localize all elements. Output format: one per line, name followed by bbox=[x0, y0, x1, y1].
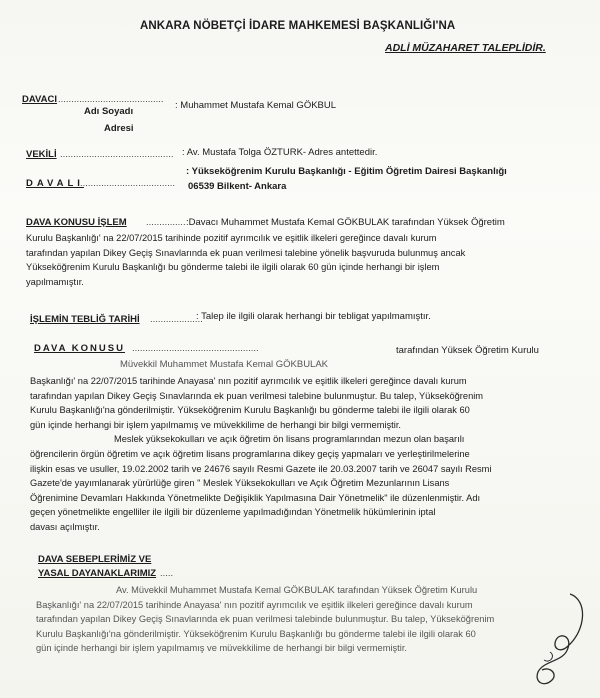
subject-line-2: tarafından yapılan Dikey Geçiş Sınavlarında ek puan verilmesi talebine yönelik başvuruda bulunmuş ancak bbox=[26, 247, 466, 258]
plaintiff-address-label: Adresi bbox=[104, 123, 134, 134]
grounds-dots: ..... bbox=[160, 568, 174, 579]
case-subject-line-0: tarafından Yüksek Öğretim Kurulu bbox=[396, 345, 539, 356]
legal-aid-request: ADLİ MÜZAHARET TALEPLİDİR. bbox=[385, 42, 546, 54]
case-line-4: Meslek yüksekokulları ve açık öğretim ön lisans programlarından mezun olan başarılı bbox=[114, 434, 465, 445]
subject-label: DAVA KONUSU İŞLEM bbox=[26, 217, 127, 228]
plaintiff-name-label: Adı Soyadı bbox=[84, 106, 134, 117]
case-line-6: ilişkin esas ve usuller, 19.02.2002 tarih ve 24676 sayılı Resmi Gazete ile 20.03.2007 tarih ve 26047 sayılı Resmi bbox=[30, 463, 492, 474]
defendant-value-1: : Yükseköğrenim Kurulu Başkanlığı - Eğitim Öğretim Dairesi Başkanlığı bbox=[186, 166, 507, 177]
attorney-value: : Av. Mustafa Tolga ÖZTURK- Adres antettedir. bbox=[182, 147, 378, 158]
case-subject-dots: ................................................ bbox=[132, 343, 259, 354]
notification-value: : Talep ile ilgili olarak herhangi bir tebligat yapılmamıştır. bbox=[196, 311, 431, 322]
case-line-0: Başkanlığı' na 22/07/2015 tarihinde Anayasa' nın pozitif ayrımcılık ve eşitlik ilkeleri gereğince davalı kurum bbox=[30, 376, 467, 386]
grounds-line-2: tarafından yapılan Dikey Geçiş Sınavlarında ek puan verilmesi talebinde bulunmuştur. Bu talep, Yükseköğrenim bbox=[36, 614, 495, 625]
subject-dots: ............... bbox=[146, 217, 186, 228]
grounds-line-1: Başkanlığı' na 22/07/2015 tarihinde Anayasa' nın pozitif ayrımcılık ve eşitlik ilkeleri gereğince davalı kurum bbox=[36, 599, 473, 610]
handwritten-signature bbox=[530, 590, 592, 690]
case-line-5: öğrencilerin örgün öğretim ve açık öğretim lisans programlarına dikey geçiş yapmaları ve yerleştirilmelerine bbox=[30, 448, 470, 459]
grounds-line-4: gün içinde herhangi bir işlem yapılmamış ve müvekkilime de herhangi bir bilgi vermemiştir. bbox=[36, 643, 407, 654]
subject-line-1: Kurulu Başkanlığı' na 22/07/2015 tarihinde pozitif ayrımcılık ve eşitlik ilkeleri gereğince davalı kurum bbox=[26, 233, 437, 243]
case-line-10: davası açılmıştır. bbox=[30, 521, 100, 532]
subject-paragraph bbox=[26, 231, 582, 289]
court-title: ANKARA NÖBETÇİ İDARE MAHKEMESİ BAŞKANLIĞI'NA bbox=[140, 20, 456, 32]
case-line-3: gün içinde herhangi bir işlem yapılmamış ve müvekkilime de herhangi bir bilgi vermemiştir. bbox=[30, 419, 401, 430]
case-subject-paragraph bbox=[30, 374, 582, 535]
attorney-label: VEKİLİ bbox=[26, 149, 57, 160]
plaintiff-label: DAVACI bbox=[22, 94, 58, 105]
case-line-1: tarafından yapılan Dikey Geçiş Sınavlarında ek puan verilmesi talebine bulunmuştur. Bu talep, Yükseköğrenim bbox=[30, 390, 484, 401]
grounds-line-3: Kurulu Başkanlığı'na gönderilmiştir. Yükseköğrenim Kurulu Başkanlığı bu gönderme talebi ile ilgili olarak 60 bbox=[36, 628, 476, 639]
subject-line-0: :Davacı Muhammet Mustafa Kemal GÖKBULAK tarafından Yüksek Öğretim bbox=[186, 217, 505, 228]
grounds-line-0: Av. Müvekkil Muhammet Mustafa Kemal GÖKBULAK tarafından Yüksek Öğretim Kurulu bbox=[116, 585, 478, 595]
notification-dots: .................... bbox=[150, 314, 203, 325]
defendant-dots: .................................... bbox=[80, 178, 176, 189]
grounds-label-1: DAVA SEBEPLERİMİZ VE bbox=[38, 554, 152, 565]
subject-line-4: yapılmamıştır. bbox=[26, 276, 84, 287]
case-subject-client: Müvekkil Muhammet Mustafa Kemal GÖKBULAK bbox=[120, 359, 329, 370]
defendant-value-2: 06539 Bilkent- Ankara bbox=[188, 181, 287, 192]
case-subject-label: DAVA KONUSU bbox=[34, 343, 125, 354]
plaintiff-dots: ........................................ bbox=[58, 94, 164, 105]
defendant-label: DAVALI bbox=[26, 178, 84, 189]
notification-label: İŞLEMİN TEBLİĞ TARİHİ bbox=[30, 314, 140, 325]
subject-line-3: Yükseköğrenim Kurulu Başkanlığı bu gönderme talebi ile ilgili olarak 60 gün içinde herhangi bir işlem bbox=[26, 262, 440, 273]
case-line-8: Öğrenimine Devamları Hakkında Yönetmelikte Değişiklik Yapılmasına Dair Yönetmelik" ile düzenlenmiştir. Adı bbox=[30, 492, 481, 503]
case-line-9: geçen yönetmelikte engelliler ile ilgili bir düzenleme yapılmadığından Yönetmelik hükümlerinin iptal bbox=[30, 507, 436, 518]
case-line-7: Gazete'de yayımlanarak yürürlüğe giren " Meslek Yüksekokulları ve Açık Öğretim Mezunlarının Lisans bbox=[30, 478, 450, 489]
case-line-2: Kurulu Başkanlığı'na gönderilmiştir. Yükseköğrenim Kurulu Başkanlığı bu gönderme talebi ile ilgili olarak 60 bbox=[30, 405, 470, 416]
grounds-paragraph bbox=[36, 583, 582, 656]
attorney-dots: ........................................... bbox=[60, 149, 174, 160]
grounds-label-2: YASAL DAYANAKLARIMIZ bbox=[38, 568, 157, 579]
plaintiff-name-value: : Muhammet Mustafa Kemal GÖKBUL bbox=[175, 100, 337, 111]
